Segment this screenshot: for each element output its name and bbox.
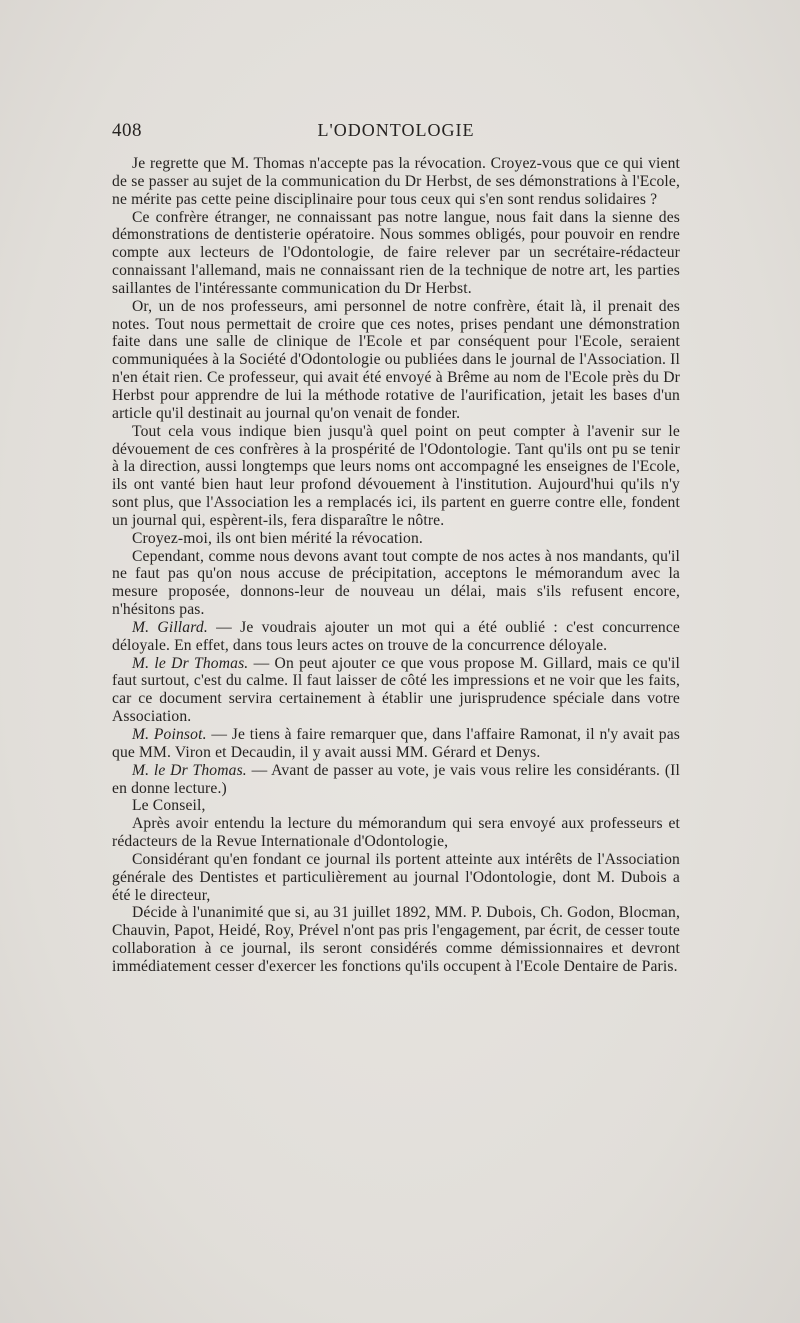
paragraph: Ce confrère étranger, ne connaissant pas notre langue, nous fait dans la sienne des démonstrations de dentisterie opératoire. Nous sommes obligés, pour pouvoir en rendre compte aux lecteurs de l'Odontologie, de faire relever par un secrétaire-rédacteur connaissant l'allemand, mais ne connaissant rien de la technique de notre art, les parties saillantes de l'intéressante communication du Dr Herbst. (112, 208, 680, 297)
speaker-paragraph: M. Poinsot. — Je tiens à faire remarquer que, dans l'affaire Ramonat, il n'y avait pas que MM. Viron et Decaudin, il y avait aussi MM. Gérard et Denys. (112, 726, 680, 761)
speaker-paragraph: M. le Dr Thomas. — Avant de passer au vote, je vais vous relire les considérants. (Il en donne lecture.) (112, 761, 680, 797)
paragraph: Je regrette que M. Thomas n'accepte pas la révocation. Croyez-vous que ce qui vient de se passer au sujet de la communication du Dr Herbst, de ses démonstrations à l'Ecole, ne mérite pas cette peine disciplinaire pour tous ceux qui s'en sont rendus solidaires ? (112, 155, 680, 208)
speaker-paragraph: M. Gillard. — Je voudrais ajouter un mot qui a été oublié : c'est concurrence déloyale. En effet, dans tous leurs actes on trouve de la concurrence déloyale. (112, 618, 680, 654)
paragraph: Considérant qu'en fondant ce journal ils portent atteinte aux intérêts de l'Association générale des Dentistes et particulièrement au journal l'Odontologie, dont M. Dubois a été le directeur, (112, 850, 680, 904)
paragraph: Tout cela vous indique bien jusqu'à quel point on peut compter à l'avenir sur le dévouement de ces confrères à la prospérité de l'Odontologie. Tant qu'ils ont pu se tenir à la direction, aussi longtemps que leurs noms ont accompagné les enseignes de l'Ecole, ils ont vanté bien haut leur profond dévouement à l'institution. Aujourd'hui qu'ils n'y sont plus, que l'Association les a remplacés ici, ils partent en guerre contre elle, fondent un journal qui, espèrent-ils, fera disparaître le nôtre. (112, 422, 680, 529)
speaker-name: M. le Dr Thomas. (132, 654, 249, 672)
paragraph: Décide à l'unanimité que si, au 31 juillet 1892, MM. P. Dubois, Ch. Godon, Blocman, Chauvin, Papot, Heidé, Roy, Prével n'ont pas pris l'engagement, par écrit, de cesser toute collaboration à ce journal, ils seront considérés comme démissionnaires et devront immédiatement cesser d'exercer les fonctions qu'ils occupent à l'Ecole Dentaire de Paris. (112, 904, 680, 975)
page-number: 408 (112, 120, 142, 141)
speaker-name: M. le Dr Thomas. (132, 761, 247, 779)
speaker-paragraph: M. le Dr Thomas. — On peut ajouter ce que vous propose M. Gillard, mais ce qu'il faut surtout, c'est du calme. Il faut laisser de côté les impressions et ne voir que les faits, car ce document servira certainement à établir une jurisprudence spéciale dans votre Association. (112, 654, 680, 726)
running-title: L'ODONTOLOGIE (317, 120, 475, 140)
paragraph: Après avoir entendu la lecture du mémorandum qui sera envoyé aux professeurs et rédacteurs de la Revue Internationale d'Odontologie, (112, 815, 680, 851)
paragraph: Or, un de nos professeurs, ami personnel de notre confrère, était là, il prenait des notes. Tout nous permettait de croire que ces notes, prises pendant une démonstration faite dans une salle de clinique de l'Ecole et par conséquent pour l'Ecole, seraient communiquées à la Société d'Odontologie ou publiées dans le journal de l'Association. Il n'en était rien. Ce professeur, qui avait été envoyé à Brême au nom de l'Ecole près du Dr Herbst pour apprendre de lui la méthode rotative de l'aurification, jetait les bases d'un article qu'il destinait au journal qu'on venait de fonder. (112, 297, 680, 422)
speaker-name: M. Poinsot. (132, 726, 207, 743)
page-header (112, 120, 680, 148)
speaker-name: M. Gillard. (132, 618, 208, 636)
paragraph: Le Conseil, (132, 797, 206, 815)
body-text (112, 155, 680, 976)
paragraph: Croyez-moi, ils ont bien mérité la révocation. (132, 529, 423, 547)
paragraph: Cependant, comme nous devons avant tout compte de nos actes à nos mandants, qu'il ne faut pas qu'on nous accuse de précipitation, acceptons le mémorandum avec la mesure proposée, donnons-leur de nouveau un délai, mais s'ils refusent encore, n'hésitons pas. (112, 547, 680, 619)
